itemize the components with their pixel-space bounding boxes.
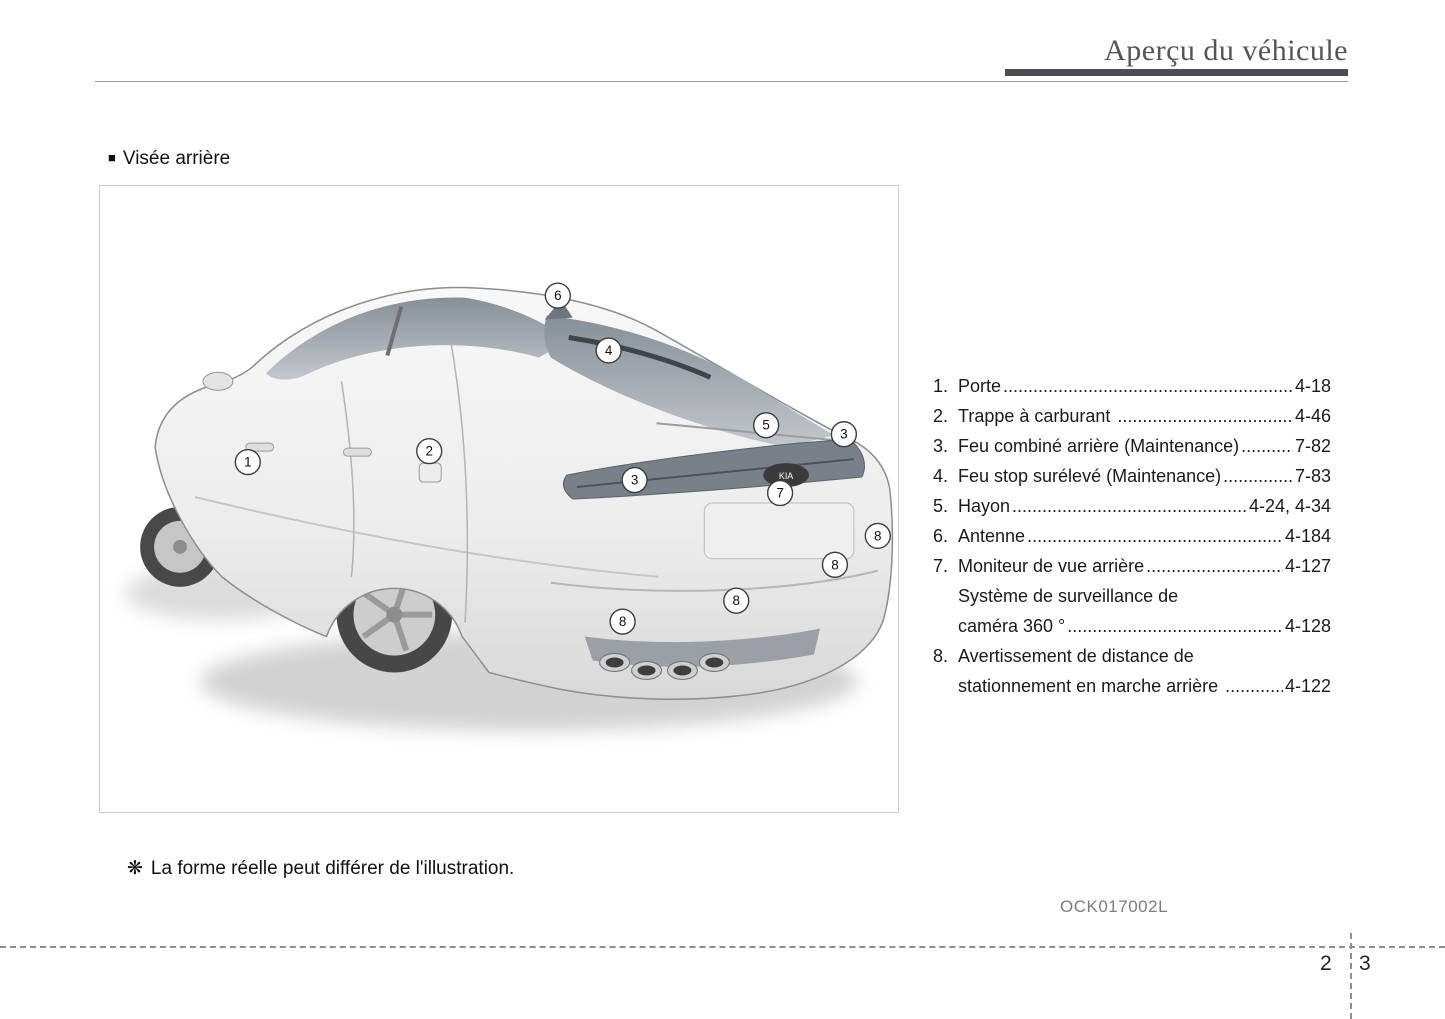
- callout-stop-light: [596, 338, 621, 363]
- dot-leader: [1027, 521, 1283, 551]
- part-label: Feu combiné arrière (Maintenance): [958, 436, 1240, 456]
- svg-text:4: 4: [604, 342, 613, 358]
- parts-list-row: [933, 491, 1331, 521]
- part-label: Trappe à carburant: [958, 406, 1116, 426]
- callout-tailgate: [754, 413, 779, 438]
- part-page-ref: 4-122: [1284, 676, 1331, 696]
- part-label: Porte: [958, 376, 1002, 396]
- callout-antenna: [545, 283, 570, 308]
- part-page-ref: 4-127: [1284, 556, 1331, 576]
- parts-list-row: [933, 521, 1331, 551]
- license-plate-recess: [704, 503, 854, 559]
- page-number-section: 2: [1320, 952, 1332, 975]
- note-text: La forme réelle peut différer de l'illustration.: [150, 858, 515, 879]
- callout-parking-sensor-4: [610, 609, 635, 634]
- figure-box: [99, 185, 899, 813]
- parts-list: [933, 371, 1331, 701]
- crop-mark-vertical: [1350, 933, 1352, 1019]
- part-page-ref: 4-184: [1284, 526, 1331, 546]
- part-number: 3.: [933, 436, 949, 456]
- callout-fuel-door: [417, 439, 442, 464]
- svg-text:8: 8: [732, 593, 740, 609]
- svg-text:3: 3: [840, 426, 848, 442]
- part-label: Avertissement de distance de: [958, 646, 1194, 666]
- dot-leader: [1241, 431, 1293, 461]
- callout-taillight-right: [831, 422, 856, 447]
- part-number: 1.: [933, 376, 949, 396]
- part-number: 5.: [933, 496, 949, 516]
- parts-list-row: [933, 581, 1331, 611]
- part-label: caméra 360 °: [958, 616, 1066, 636]
- part-page-ref: 4-18: [1294, 376, 1331, 396]
- callout-parking-sensor-3: [724, 588, 749, 613]
- parts-list-row: [933, 611, 1331, 641]
- callout-taillight-left: [622, 468, 647, 493]
- figure-section-title: Visée arrière: [122, 148, 231, 169]
- part-number: 2.: [933, 406, 949, 426]
- svg-text:1: 1: [244, 454, 252, 470]
- dot-leader: [1003, 371, 1293, 401]
- svg-text:8: 8: [618, 614, 627, 630]
- fuel-door: [419, 463, 441, 482]
- figure-section-label: [108, 148, 230, 170]
- part-label: Système de surveillance de: [958, 586, 1179, 606]
- part-number: 8.: [933, 646, 949, 666]
- parts-list-row: [933, 431, 1331, 461]
- svg-text:KIA: KIA: [778, 471, 794, 482]
- part-number: 4.: [933, 466, 949, 486]
- svg-text:3: 3: [630, 472, 639, 488]
- callout-parking-sensor-1: [865, 523, 890, 548]
- part-page-ref: 4-128: [1284, 616, 1331, 636]
- parts-list-row: [933, 551, 1331, 581]
- parts-list-row: [933, 371, 1331, 401]
- square-bullet-icon: ■: [108, 150, 116, 165]
- figure-code: OCK017002L: [1060, 897, 1169, 916]
- parts-list-row: [933, 401, 1331, 431]
- crop-mark-horizontal: [0, 946, 1445, 948]
- rear-door-handle: [343, 448, 371, 456]
- dot-leader: [1012, 491, 1247, 521]
- dot-leader: [1146, 551, 1283, 581]
- callout-door: [235, 450, 260, 475]
- part-label: Antenne: [958, 526, 1026, 546]
- parts-list-row: [933, 461, 1331, 491]
- part-label: Hayon: [958, 496, 1011, 516]
- part-label: Moniteur de vue arrière: [958, 556, 1145, 576]
- svg-text:6: 6: [554, 288, 562, 304]
- part-page-ref: 7-83: [1294, 466, 1331, 486]
- part-page-ref: 4-24, 4-34: [1248, 496, 1331, 516]
- page-title: Aperçu du véhicule: [1104, 34, 1348, 67]
- car-rear-view-illustration: [100, 186, 898, 812]
- dot-leader: [1117, 401, 1293, 431]
- part-page-ref: 4-46: [1294, 406, 1331, 426]
- svg-text:5: 5: [762, 417, 770, 433]
- side-mirror: [203, 372, 233, 390]
- dot-leader: [1223, 461, 1293, 491]
- parts-list-row: [933, 641, 1331, 671]
- part-label: stationnement en marche arrière: [958, 676, 1224, 696]
- header-rule: [95, 81, 1348, 82]
- page-number: 3: [1359, 952, 1371, 975]
- callout-parking-sensor-2: [822, 552, 847, 577]
- part-label: Feu stop surélevé (Maintenance): [958, 466, 1222, 486]
- part-number: 6.: [933, 526, 949, 546]
- asterisk-icon: ❋: [127, 858, 143, 879]
- header-accent-bar: [1005, 69, 1348, 76]
- svg-text:7: 7: [776, 485, 784, 501]
- svg-text:8: 8: [874, 528, 882, 544]
- dot-leader: [1225, 671, 1283, 701]
- svg-text:2: 2: [425, 443, 433, 459]
- illustration-note: [127, 857, 514, 880]
- dot-leader: [1067, 611, 1283, 641]
- part-page-ref: 7-82: [1294, 436, 1331, 456]
- callout-rear-view-monitor: [768, 481, 793, 506]
- svg-text:8: 8: [831, 557, 839, 573]
- parts-list-row: [933, 671, 1331, 701]
- part-number: 7.: [933, 556, 949, 576]
